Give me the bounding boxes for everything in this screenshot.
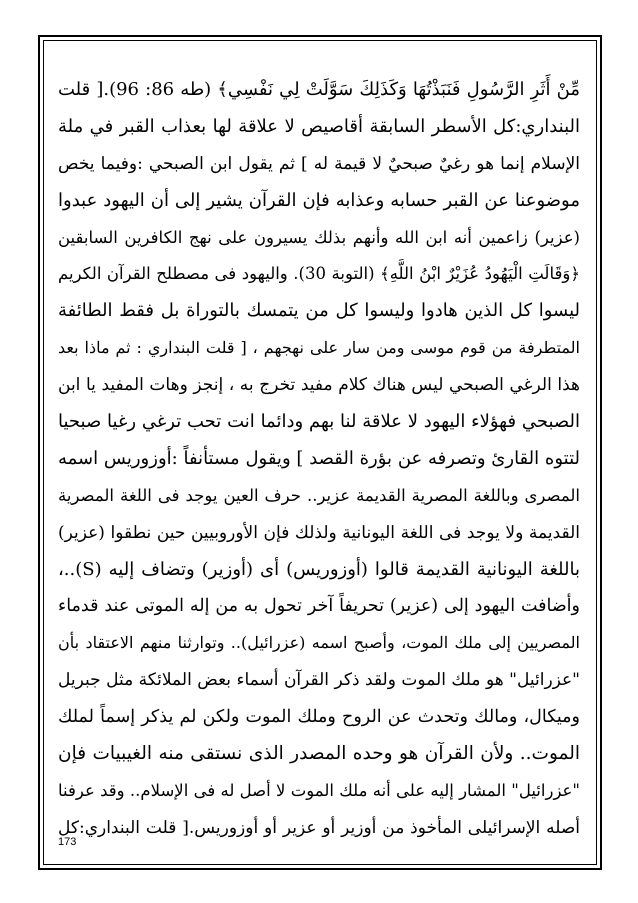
text-line: لتتوه القارئ وتصرفه عن بؤرة القصد ] ويقول مستأنفاً :أوزوريس اسمه bbox=[58, 447, 580, 469]
body-text bbox=[58, 72, 580, 847]
text-line: "عزرائيل" هو ملك الموت ولقد ذكر القرآن أسماء بعض الملائكة مثل جبريل bbox=[58, 670, 580, 691]
text-line: وأضافت اليهود إلى (عزير) تحريفاً آخر تحول به من إله الموتى عند قدماء bbox=[58, 596, 580, 617]
text-line: البنداري:كل الأسطر السابقة أقاصيص لا علاقة لها بعذاب القبر في ملة bbox=[58, 115, 580, 137]
text-line: موضوعنا عن القبر حسابه وعذابه فإن القرآن يشير إلى أن اليهود عبدوا bbox=[58, 189, 580, 211]
text-line: المصرى وباللغة المصرية القديمة عزير.. حرف العين يوجد فى اللغة المصرية bbox=[58, 485, 580, 505]
page-number: 173 bbox=[58, 836, 77, 848]
text-line: وميكال، ومالك وتحدث عن الروح وملك الموت ولكن لم يذكر إسماً لملك bbox=[58, 707, 580, 728]
text-line: (عزير) زاعمين أنه ابن الله وأنهم بذلك يسيرون على نهج الكافرين السابقين bbox=[58, 227, 580, 247]
text-line: ﴿وَقَالَتِ الْيَهُودُ عُزَيْرٌ ابْنُ اللَّهِ﴾ (التوبة 30). واليهود فى مصطلح القرآن الكريم bbox=[58, 264, 580, 284]
text-line: هذا الرغي الصبحي ليس هناك كلام مفيد تخرج به ، إنجز وهات المفيد يا ابن bbox=[58, 375, 580, 396]
text-line: أصله الإسرائيلى المأخوذ من أوزير أو عزير أو أوزوريس.[ قلت البنداري:كل bbox=[58, 817, 580, 838]
text-line: الإسلام إنما هو رغيٌ صبحيٌ لا قيمة له ] ثم يقول ابن الصبحي :وفيما يخص bbox=[58, 153, 580, 174]
text-line: باللغة اليونانية القديمة قالوا (أوزوريس) أى (أوزير) وتضاف إليه (S)..، bbox=[58, 558, 580, 580]
text-line: مِّنْ أَثَرِ الرَّسُولِ فَنَبَذْتُهَا وَكَذَلِكَ سَوَّلَتْ لِي نَفْسِي﴾ (طه 86: 96).[ قلت bbox=[58, 79, 580, 100]
text-line: ليسوا كل الذين هادوا وليسوا كل من يتمسك بالتوراة بل فقط الطائفة bbox=[58, 300, 580, 322]
text-line: المتطرفة من قوم موسى ومن سار على نهجهم ، [ قلت البنداري : ثم ماذا بعد bbox=[58, 338, 580, 358]
text-line: المصريين إلى ملك الموت، وأصبح اسمه (عزرائيل).. وتوارثنا منهم الاعتقاد بأن bbox=[58, 633, 580, 653]
text-line: الموت.. ولأن القرآن هو وحده المصدر الذى نستقى منه الغيبيات فإن bbox=[58, 743, 580, 765]
text-line: القديمة ولا يوجد فى اللغة اليونانية ولذلك فإن الأوروبيين حين نطقوا (عزير) bbox=[58, 522, 580, 543]
text-line: "عزرائيل" المشار إليه على أنه ملك الموت لا أصل له فى الإسلام.. وقد عرفنا bbox=[58, 780, 580, 800]
text-line: الصبحي فهؤلاء اليهود لا علاقة لنا بهم ودائما انت تحب ترغي رغيا صبحيا bbox=[58, 411, 580, 433]
